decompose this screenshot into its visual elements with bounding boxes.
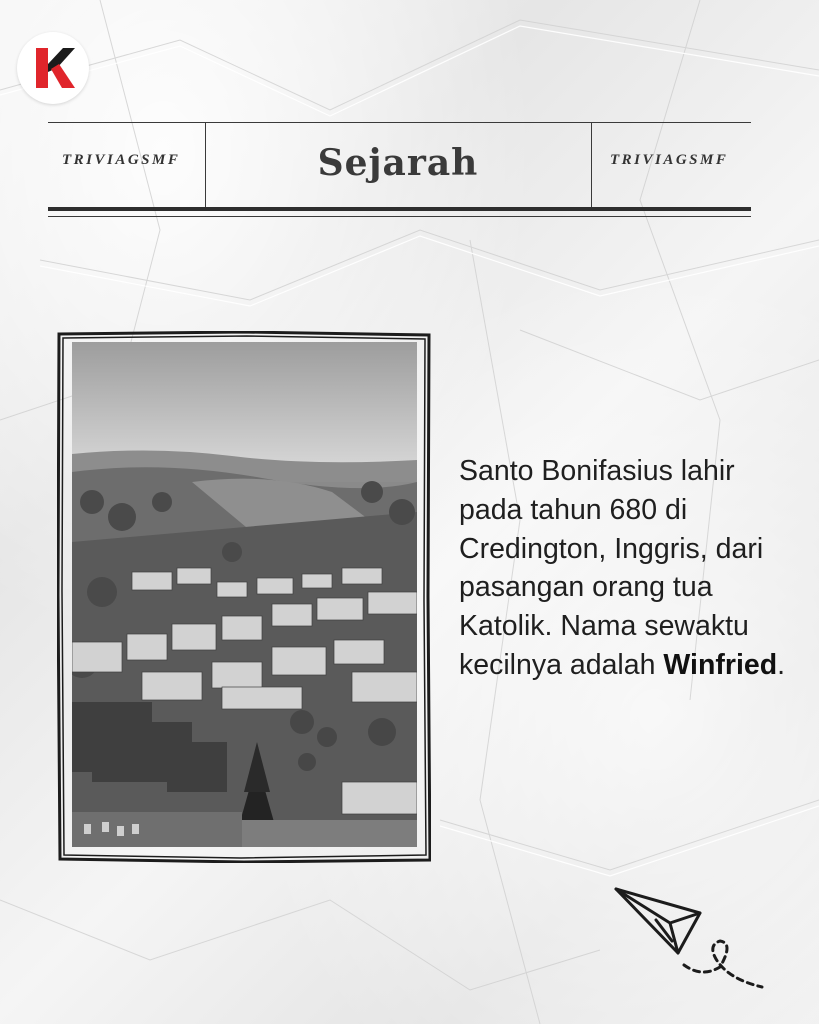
- masthead-divider: [591, 122, 592, 207]
- paper-plane-icon: [612, 883, 772, 995]
- town-photo: [72, 342, 417, 847]
- story-text: [459, 452, 789, 685]
- brand-logo: [17, 32, 89, 104]
- story-body: Santo Bonifasius lahir pada tahun 680 di Credington, Inggris, dari pasangan orang tua Katolik. Nama sewaktu kecilnya adalah: [459, 455, 764, 681]
- masthead-bottom-rule: [48, 207, 751, 211]
- masthead-top-rule: [48, 122, 751, 123]
- story-end: .: [777, 648, 786, 681]
- masthead-left-label: TRIVIAGSMF: [62, 152, 181, 168]
- masthead-right-label: TRIVIAGSMF: [610, 152, 729, 168]
- photo-frame: [57, 331, 431, 863]
- story-highlight-name: Winfried: [663, 648, 778, 681]
- masthead-title: Sejarah: [317, 142, 479, 184]
- masthead-bottom-thin-rule: [48, 216, 751, 217]
- aerial-town-image: [72, 342, 417, 847]
- masthead: [48, 122, 751, 219]
- k-logo-icon: [27, 42, 79, 94]
